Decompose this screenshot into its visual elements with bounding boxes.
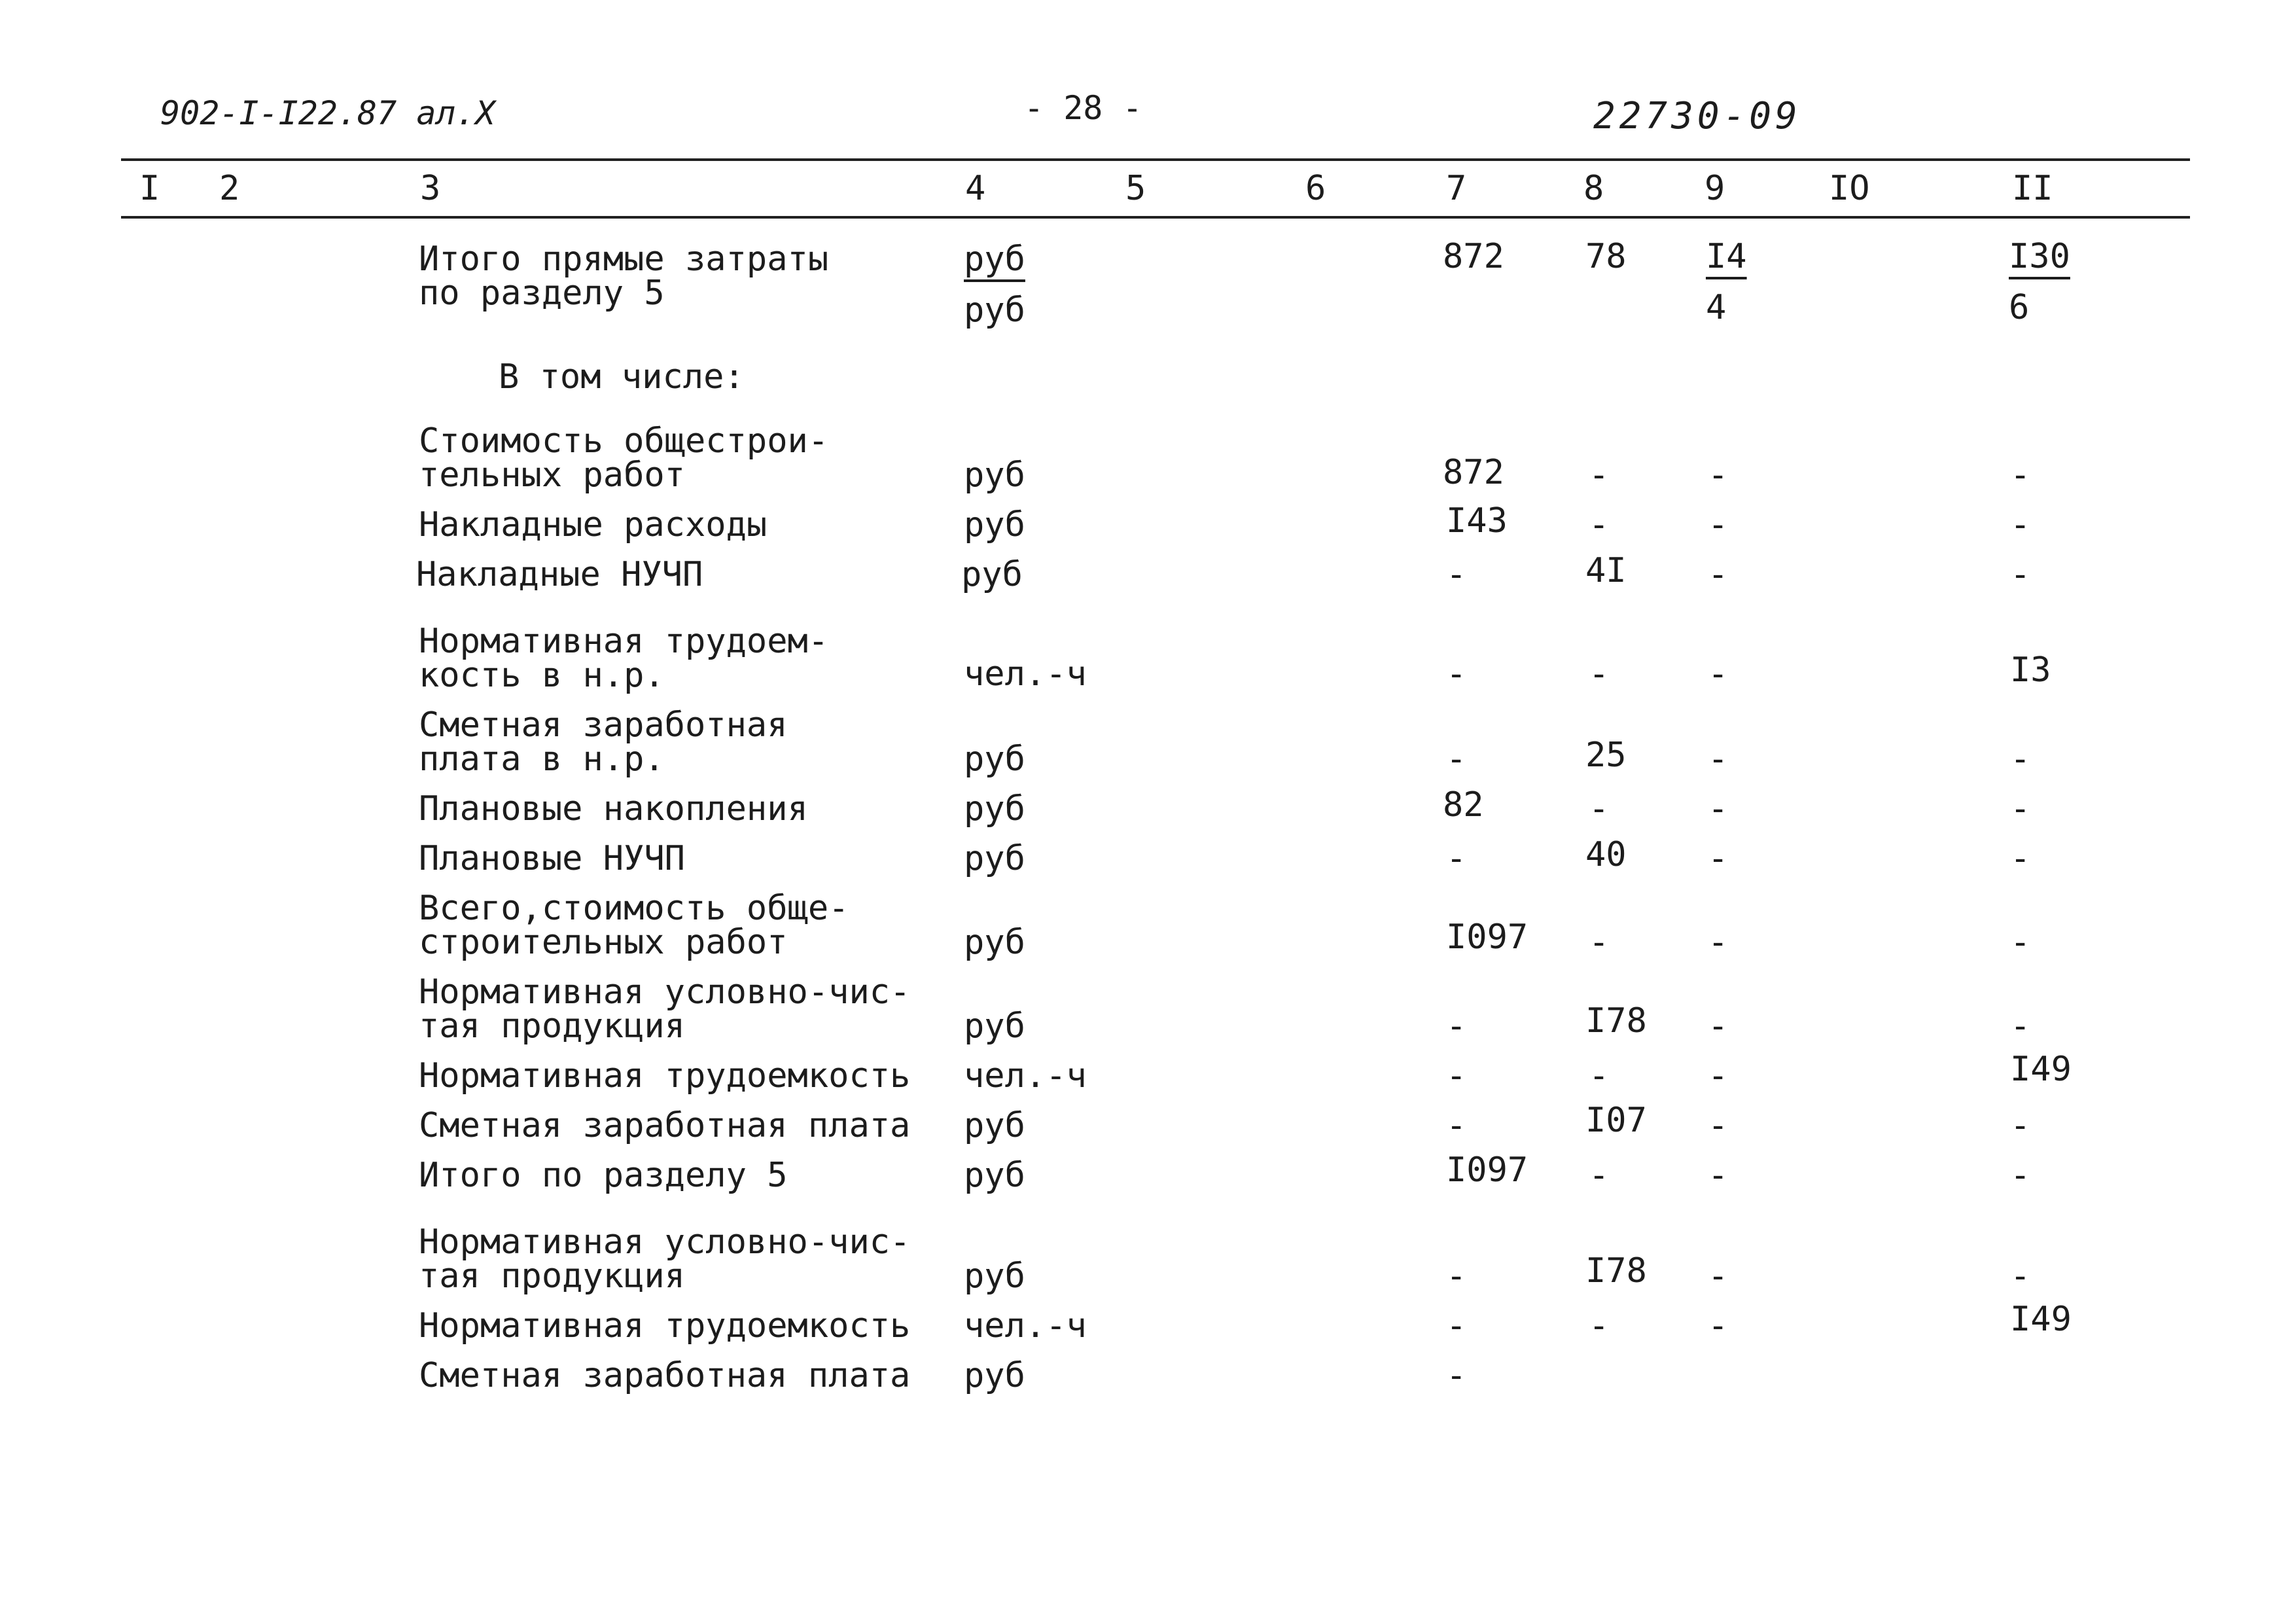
row-10-name-line2: тая продукция (419, 1007, 685, 1046)
row-7-unit: руб (964, 789, 1025, 829)
col-8: 8 (1583, 169, 1604, 208)
row-2-c11: - (2010, 455, 2031, 495)
row-10-c8: I78 (1585, 1001, 1647, 1041)
row-8-name: Плановые НУЧП (419, 839, 685, 878)
row-0-c8: 78 (1585, 237, 1627, 276)
row-5-c11: I3 (2010, 651, 2051, 690)
row-12-unit: руб (964, 1106, 1025, 1145)
row-5-c7: - (1446, 654, 1467, 694)
row-3-c9: - (1708, 505, 1729, 544)
row-2-name-line1: Стоимость общестрои- (419, 421, 829, 461)
row-13-c11: - (2010, 1156, 2031, 1195)
row-14-c11: - (2010, 1257, 2031, 1296)
row-11-unit: чел.-ч (964, 1056, 1087, 1096)
row-12-name: Сметная заработная плата (419, 1106, 911, 1145)
row-8-c9: - (1708, 839, 1729, 878)
row-10-name-line1: Нормативная условно-чис- (419, 972, 911, 1012)
row-15-name: Нормативная трудоемкость (419, 1306, 911, 1346)
row-9-name-line2: строительных работ (419, 923, 788, 962)
row-13-unit: руб (964, 1156, 1025, 1195)
row-3-c7: I43 (1446, 501, 1508, 541)
row-2-name-line2: тельных работ (419, 455, 685, 495)
row-0-c11: I30 (2009, 237, 2070, 276)
row-10-c9: - (1708, 1007, 1729, 1046)
col-3: 3 (420, 169, 441, 208)
row-16-unit: руб (964, 1356, 1025, 1395)
row-4-c8: 4I (1585, 551, 1627, 590)
row-5-unit: чел.-ч (964, 654, 1087, 694)
row-14-c9: - (1708, 1257, 1729, 1296)
row-6-c8: 25 (1585, 736, 1627, 775)
col-9: 9 (1704, 169, 1725, 208)
row-10-c11: - (2010, 1007, 2031, 1046)
row-14-name-line2: тая продукция (419, 1257, 685, 1296)
row-5-c9: - (1708, 654, 1729, 694)
row-13-c8: - (1589, 1156, 1610, 1195)
row-4-c11: - (2010, 555, 2031, 594)
row-13-c9: - (1708, 1156, 1729, 1195)
col-7: 7 (1446, 169, 1467, 208)
row-12-c11: - (2010, 1106, 2031, 1145)
row-0-c9: I4 (1706, 237, 1747, 276)
row-15-c7: - (1446, 1306, 1467, 1346)
row-7-c9: - (1708, 789, 1729, 829)
row-13-name: Итого по разделу 5 (419, 1156, 788, 1195)
header-bottom-rule (121, 216, 2190, 219)
row-11-name: Нормативная трудоемкость (419, 1056, 911, 1096)
col-11: II (2012, 169, 2053, 208)
row-9-c11: - (2010, 923, 2031, 962)
row-0-name-line1: Итого прямые затраты (419, 240, 829, 279)
row-13-c7: I097 (1446, 1150, 1528, 1190)
row-10-c7: - (1446, 1007, 1467, 1046)
row-5-c8: - (1589, 654, 1610, 694)
row-7-c8: - (1589, 789, 1610, 829)
row-0-c11b: 6 (2009, 288, 2030, 327)
row-16-name: Сметная заработная плата (419, 1356, 911, 1395)
doc-number: 22730-09 (1593, 95, 1801, 137)
col-10: IO (1829, 169, 1870, 208)
row-16-c7: - (1446, 1356, 1467, 1395)
row-9-name-line1: Всего,стоимость обще- (419, 889, 849, 928)
row-4-unit: руб (961, 555, 1023, 594)
row-6-c9: - (1708, 740, 1729, 779)
row-7-c11: - (2010, 789, 2031, 829)
col-6: 6 (1305, 169, 1326, 208)
row-0-unit2: руб (964, 291, 1025, 330)
row-7-name: Плановые накопления (419, 789, 808, 829)
row-11-c9: - (1708, 1056, 1729, 1096)
row-7-c7: 82 (1443, 785, 1484, 825)
row-9-c9: - (1708, 923, 1729, 962)
row-4-name: Накладные НУЧП (416, 555, 703, 594)
row-0-unit: руб (964, 240, 1025, 279)
row-14-c7: - (1446, 1257, 1467, 1296)
page-number: - 28 - (1024, 89, 1142, 127)
col-4: 4 (965, 169, 986, 208)
row-11-c7: - (1446, 1056, 1467, 1096)
row-11-c11: I49 (2010, 1050, 2072, 1089)
row-2-unit: руб (964, 455, 1025, 495)
row-9-c7: I097 (1446, 918, 1528, 957)
row-12-c9: - (1708, 1106, 1729, 1145)
row-0-c9b: 4 (1706, 288, 1727, 327)
row-12-c7: - (1446, 1106, 1467, 1145)
row-2-c9: - (1708, 455, 1729, 495)
row-3-name: Накладные расходы (419, 505, 768, 544)
row-6-c11: - (2010, 740, 2031, 779)
row-14-name-line1: Нормативная условно-чис- (419, 1222, 911, 1262)
row-6-name-line1: Сметная заработная (419, 705, 788, 745)
row-3-c8: - (1589, 505, 1610, 544)
row-4-c7: - (1446, 555, 1467, 594)
row-10-unit: руб (964, 1007, 1025, 1046)
row-6-c7: - (1446, 740, 1467, 779)
row-5-name-line2: кость в н.р. (419, 656, 665, 695)
row-4-c9: - (1708, 555, 1729, 594)
row-15-unit: чел.-ч (964, 1306, 1087, 1346)
col-2: 2 (219, 169, 240, 208)
row-2-c8: - (1589, 455, 1610, 495)
row-14-unit: руб (964, 1257, 1025, 1296)
row-5-name-line1: Нормативная трудоем- (419, 622, 829, 661)
row-15-c11: I49 (2010, 1300, 2072, 1339)
col-5: 5 (1125, 169, 1146, 208)
doc-code: 902-I-I22.87 ал.X (160, 94, 495, 132)
row-6-unit: руб (964, 740, 1025, 779)
row-0-name-line2: по разделу 5 (419, 274, 665, 313)
row-6-name-line2: плата в н.р. (419, 740, 665, 779)
row-3-c11: - (2010, 505, 2031, 544)
row-8-c8: 40 (1585, 835, 1627, 874)
row-1-name: В том числе: (499, 357, 745, 397)
row-12-c8: I07 (1585, 1101, 1647, 1140)
row-3-unit: руб (964, 505, 1025, 544)
row-8-c7: - (1446, 839, 1467, 878)
header-top-rule (121, 158, 2190, 161)
row-11-c8: - (1589, 1056, 1610, 1096)
row-9-c8: - (1589, 923, 1610, 962)
row-9-unit: руб (964, 923, 1025, 962)
row-8-c11: - (2010, 839, 2031, 878)
col-1: I (139, 169, 160, 208)
row-15-c9: - (1708, 1306, 1729, 1346)
row-14-c8: I78 (1585, 1251, 1647, 1291)
row-15-c8: - (1589, 1306, 1610, 1346)
row-0-c7: 872 (1443, 237, 1504, 276)
row-8-unit: руб (964, 839, 1025, 878)
row-2-c7: 872 (1443, 453, 1504, 492)
